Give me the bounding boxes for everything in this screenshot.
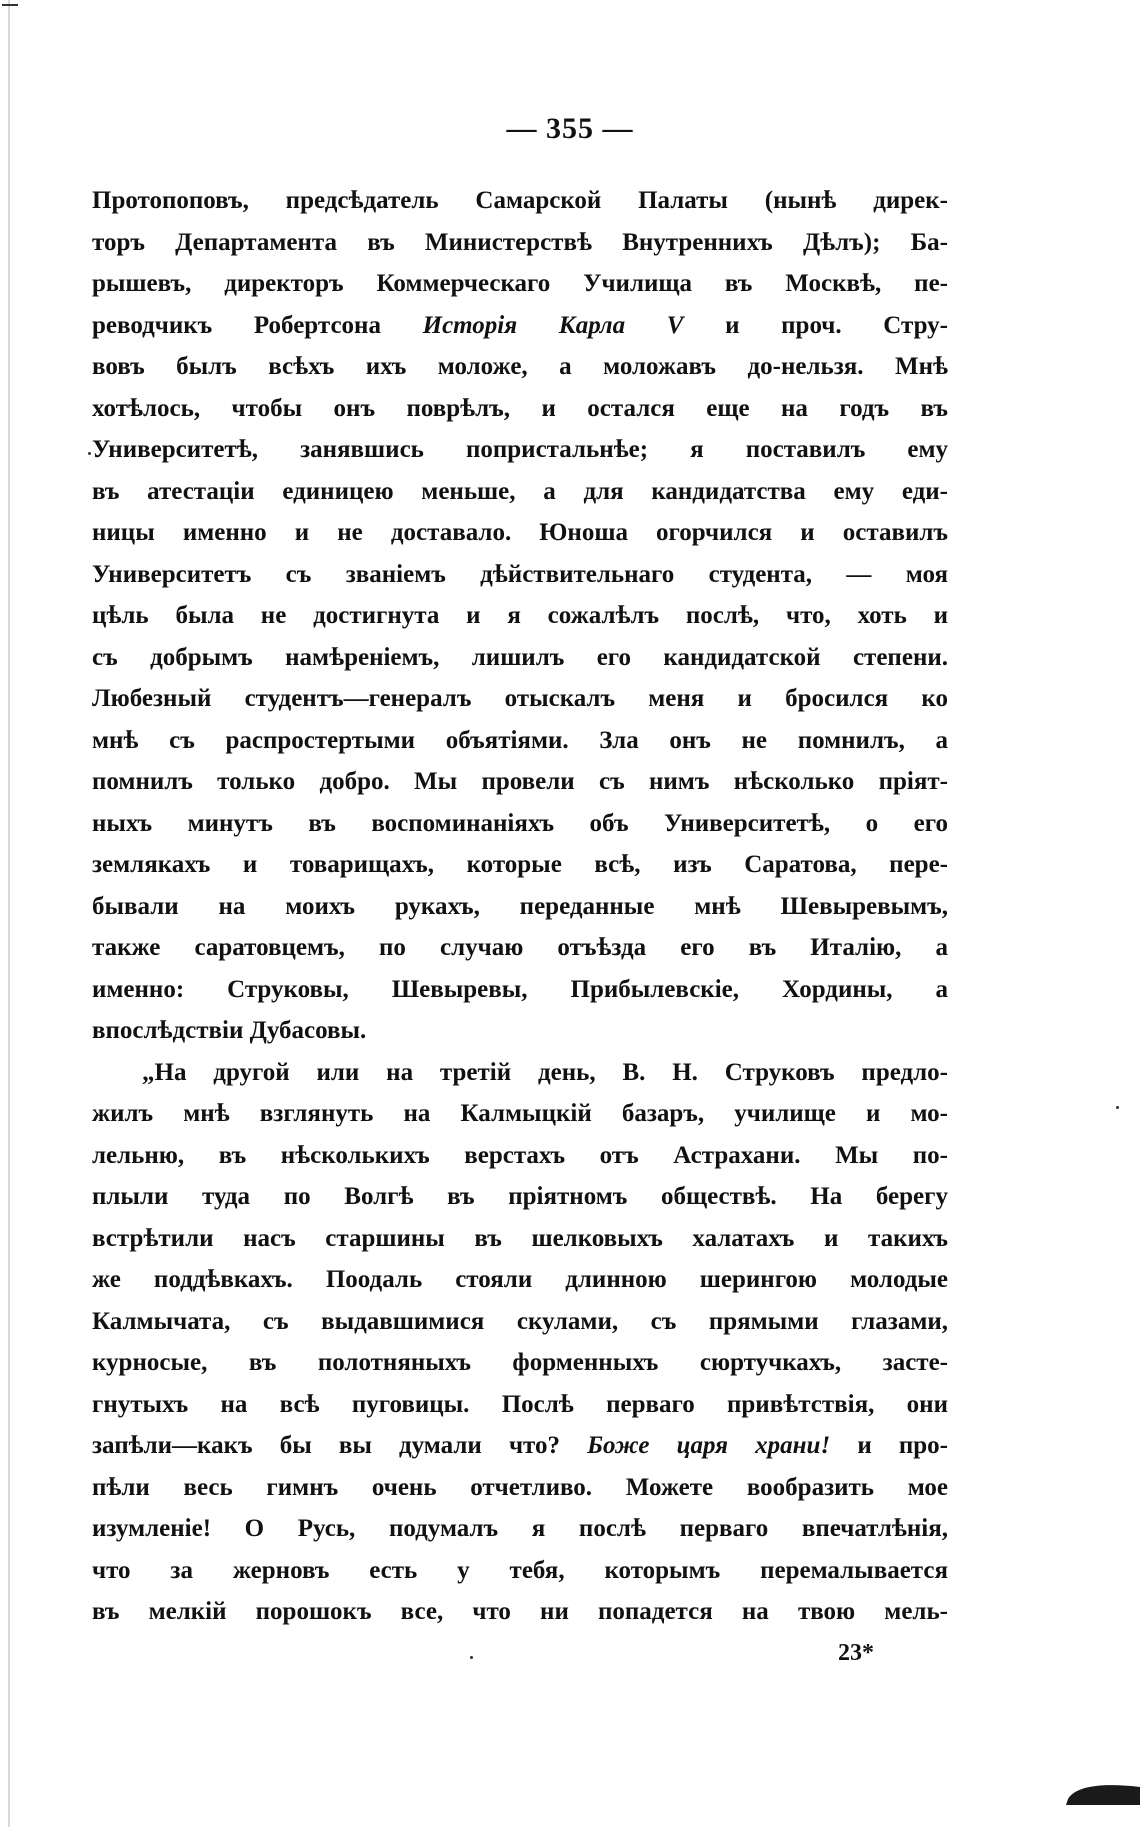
text-line-34: что за жерновъ есть у тебя, которымъ перемалывается <box>92 1556 948 1584</box>
text-line-22: „На другой или на третій день, В. Н. Струковъ предло- <box>142 1058 948 1086</box>
text-line-31 <box>92 1425 948 1467</box>
text-line-6: хотѣлось, чтобы онъ поврѣлъ, и остался еще на годъ въ <box>92 394 948 422</box>
text-line-4 <box>92 305 948 347</box>
text-line-5: вовъ былъ всѣхъ ихъ моложе, а моложавъ до-нельзя. Мнѣ <box>92 353 948 380</box>
scan-ink-blot <box>1066 1779 1140 1805</box>
text-line-15: помнилъ только добро. Мы провели съ нимъ нѣсколько пріят- <box>92 768 948 795</box>
text-line-7: Университетѣ, занявшись попристальнѣе; я поставилъ ему <box>92 436 948 463</box>
text-line-2: торъ Департамента въ Министерствѣ Внутреннихъ Дѣлъ); Ба- <box>92 228 948 256</box>
scan-corner-mark <box>2 4 18 6</box>
text-line-27: же поддѣвкахъ. Поодаль стояли длинною шерингою молодые <box>92 1266 948 1293</box>
text-line-28: Калмычата, съ выдавшимися скулами, съ прямыми глазами, <box>92 1307 948 1335</box>
body-text <box>92 180 948 1633</box>
text-line-21: впослѣдствіи Дубасовы. <box>92 1017 367 1044</box>
text-line-33: изумленіе! О Русь, подумалъ я послѣ перваго впечатлѣнія, <box>92 1515 948 1542</box>
text-line-9: ницы именно и не доставало. Юноша огорчился и оставилъ <box>92 519 948 546</box>
book-title-italic: Исторія Карла V <box>422 311 684 339</box>
text-line-18: бывали на моихъ рукахъ, переданные мнѣ Шевыревымъ, <box>92 892 948 920</box>
scan-speck <box>88 452 91 455</box>
text-line-8: въ атестаціи единицею меньше, а для кандидатства ему еди- <box>92 477 948 505</box>
text-line-20: именно: Струковы, Шевыревы, Прибылевскіе, Хордины, а <box>92 975 948 1003</box>
page-number: — 355 — <box>506 112 634 145</box>
line-4-tail: и проч. Стру- <box>725 311 949 339</box>
text-line-17: землякахъ и товарищахъ, которые всѣ, изъ Саратова, пере- <box>92 851 948 878</box>
text-line-11: цѣль была не достигнута и я сожалѣлъ послѣ, что, хоть и <box>92 602 948 629</box>
scan-speck <box>470 1656 473 1659</box>
text-line-19: также саратовцемъ, по случаю отъѣзда его въ Италію, а <box>92 934 948 961</box>
text-line-1: Протопоповъ, предсѣдатель Самарской Палаты (нынѣ дирек- <box>92 187 948 214</box>
text-line-24: лельню, въ нѣсколькихъ верстахъ отъ Астрахани. Мы по- <box>92 1141 948 1169</box>
anthem-title-italic: Боже царя храни! <box>587 1432 831 1459</box>
text-line-26: встрѣтили насъ старшины въ шелковыхъ халатахъ и такихъ <box>92 1224 948 1252</box>
text-line-25: плыли туда по Волгѣ въ пріятномъ обществѣ. На берегу <box>92 1183 948 1210</box>
line-31-tail: и про- <box>857 1432 949 1459</box>
text-line-12: съ добрымъ намѣреніемъ, лишилъ его кандидатской степени. <box>92 643 948 671</box>
text-line-32: пѣли весь гимнъ очень отчетливо. Можете вообразить мое <box>92 1473 948 1501</box>
text-line-10: Университетъ съ званіемъ дѣйствительнаго студента, — моя <box>92 560 948 588</box>
text-line-3: рышевъ, директоръ Коммерческаго Училища въ Москвѣ, пе- <box>92 270 948 297</box>
line-31-head: запѣли—какъ бы вы думали что? <box>92 1432 560 1459</box>
text-line-30: гнутыхъ на всѣ пуговицы. Послѣ перваго привѣтствія, они <box>92 1390 948 1418</box>
scan-edge <box>8 0 10 1827</box>
text-line-13: Любезный студентъ—генералъ отыскалъ меня и бросился ко <box>92 685 948 712</box>
scan-speck <box>1116 1106 1119 1109</box>
printer-signature: 23* <box>838 1640 874 1666</box>
text-line-23: жилъ мнѣ взглянуть на Калмыцкій базаръ, училище и мо- <box>92 1100 948 1127</box>
line-4-head: реводчикъ Робертсона <box>92 311 381 339</box>
text-line-16: ныхъ минутъ въ воспоминаніяхъ объ Университетѣ, о его <box>92 809 948 837</box>
text-line-35: въ мелкій порошокъ все, что ни попадется на твою мель- <box>92 1598 948 1625</box>
text-line-14: мнѣ съ распростертыми объятіями. Зла онъ не помнилъ, а <box>92 726 948 754</box>
text-line-29: курносые, въ полотняныхъ форменныхъ сюртучкахъ, застe- <box>92 1349 948 1376</box>
